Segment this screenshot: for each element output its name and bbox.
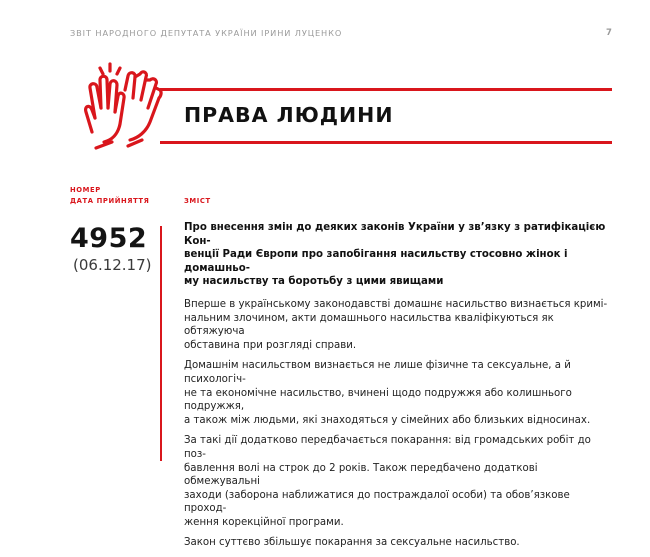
column-divider — [160, 226, 162, 461]
law-content — [184, 221, 614, 557]
paragraph-line: бавлення волі на строк до 2 років. Також передбачено додаткові обмежувальні — [184, 462, 538, 488]
paragraph-penalties — [184, 434, 614, 529]
paragraph-criminal-offense — [184, 298, 614, 352]
raised-hands-icon — [70, 62, 164, 150]
law-title-line: венції Ради Європи про запобігання насильству стосовно жінок і домашньо- — [184, 249, 568, 274]
paragraph-line: Вперше в українському законодавстві домашнє насильство визнається кримі- — [184, 298, 608, 310]
law-number: 4952 — [70, 223, 148, 254]
paragraph-line: заходи (заборона наближатися до постраждалої особи) та обов’язкове проход- — [184, 489, 570, 515]
label-date: ДАТА ПРИЙНЯТТЯ — [70, 197, 150, 205]
paragraph-line: Закон суттєво збільшує покарання за сексуальне насильство. — [184, 537, 520, 549]
paragraph-definition — [184, 359, 614, 427]
paragraph-line: За такі дії додатково передбачається покарання: від громадських робіт до поз- — [184, 435, 591, 460]
title-rule-top — [160, 88, 612, 91]
law-title-line: Про внесення змін до деяких законів України у зв’язку з ратифікацією Кон- — [184, 222, 606, 247]
paragraph-line: Домашнім насильством визнається не лише фізичне та сексуальне, а й психологіч- — [184, 360, 571, 385]
running-header: ЗВІТ НАРОДНОГО ДЕПУТАТА УКРАЇНИ ІРИНИ ЛУЦЕНКО — [70, 28, 343, 38]
section-title: ПРАВА ЛЮДИНИ — [184, 103, 394, 127]
paragraph-line: нальним злочином, акти домашнього насильства кваліфікуються як обтяжуюча — [184, 312, 554, 338]
law-title — [184, 221, 614, 289]
paragraph-line: обставина при розгляді справи. — [184, 339, 357, 351]
page-number: 7 — [606, 28, 612, 38]
law-date: (06.12.17) — [73, 256, 152, 274]
label-content: ЗМІСТ — [184, 197, 211, 205]
paragraph-sexual-violence — [184, 536, 614, 550]
label-number: НОМЕР — [70, 186, 101, 194]
title-rule-bottom — [160, 141, 612, 144]
law-title-line: му насильству та боротьбу з цими явищами — [184, 276, 444, 288]
paragraph-line: не та економічне насильство, вчинені щодо подружжя або колишнього подружжя, — [184, 387, 572, 413]
paragraph-line: а також між людьми, які знаходяться у сімейних або близьких відносинах. — [184, 414, 591, 426]
paragraph-line: ження корекційної програми. — [184, 516, 344, 528]
